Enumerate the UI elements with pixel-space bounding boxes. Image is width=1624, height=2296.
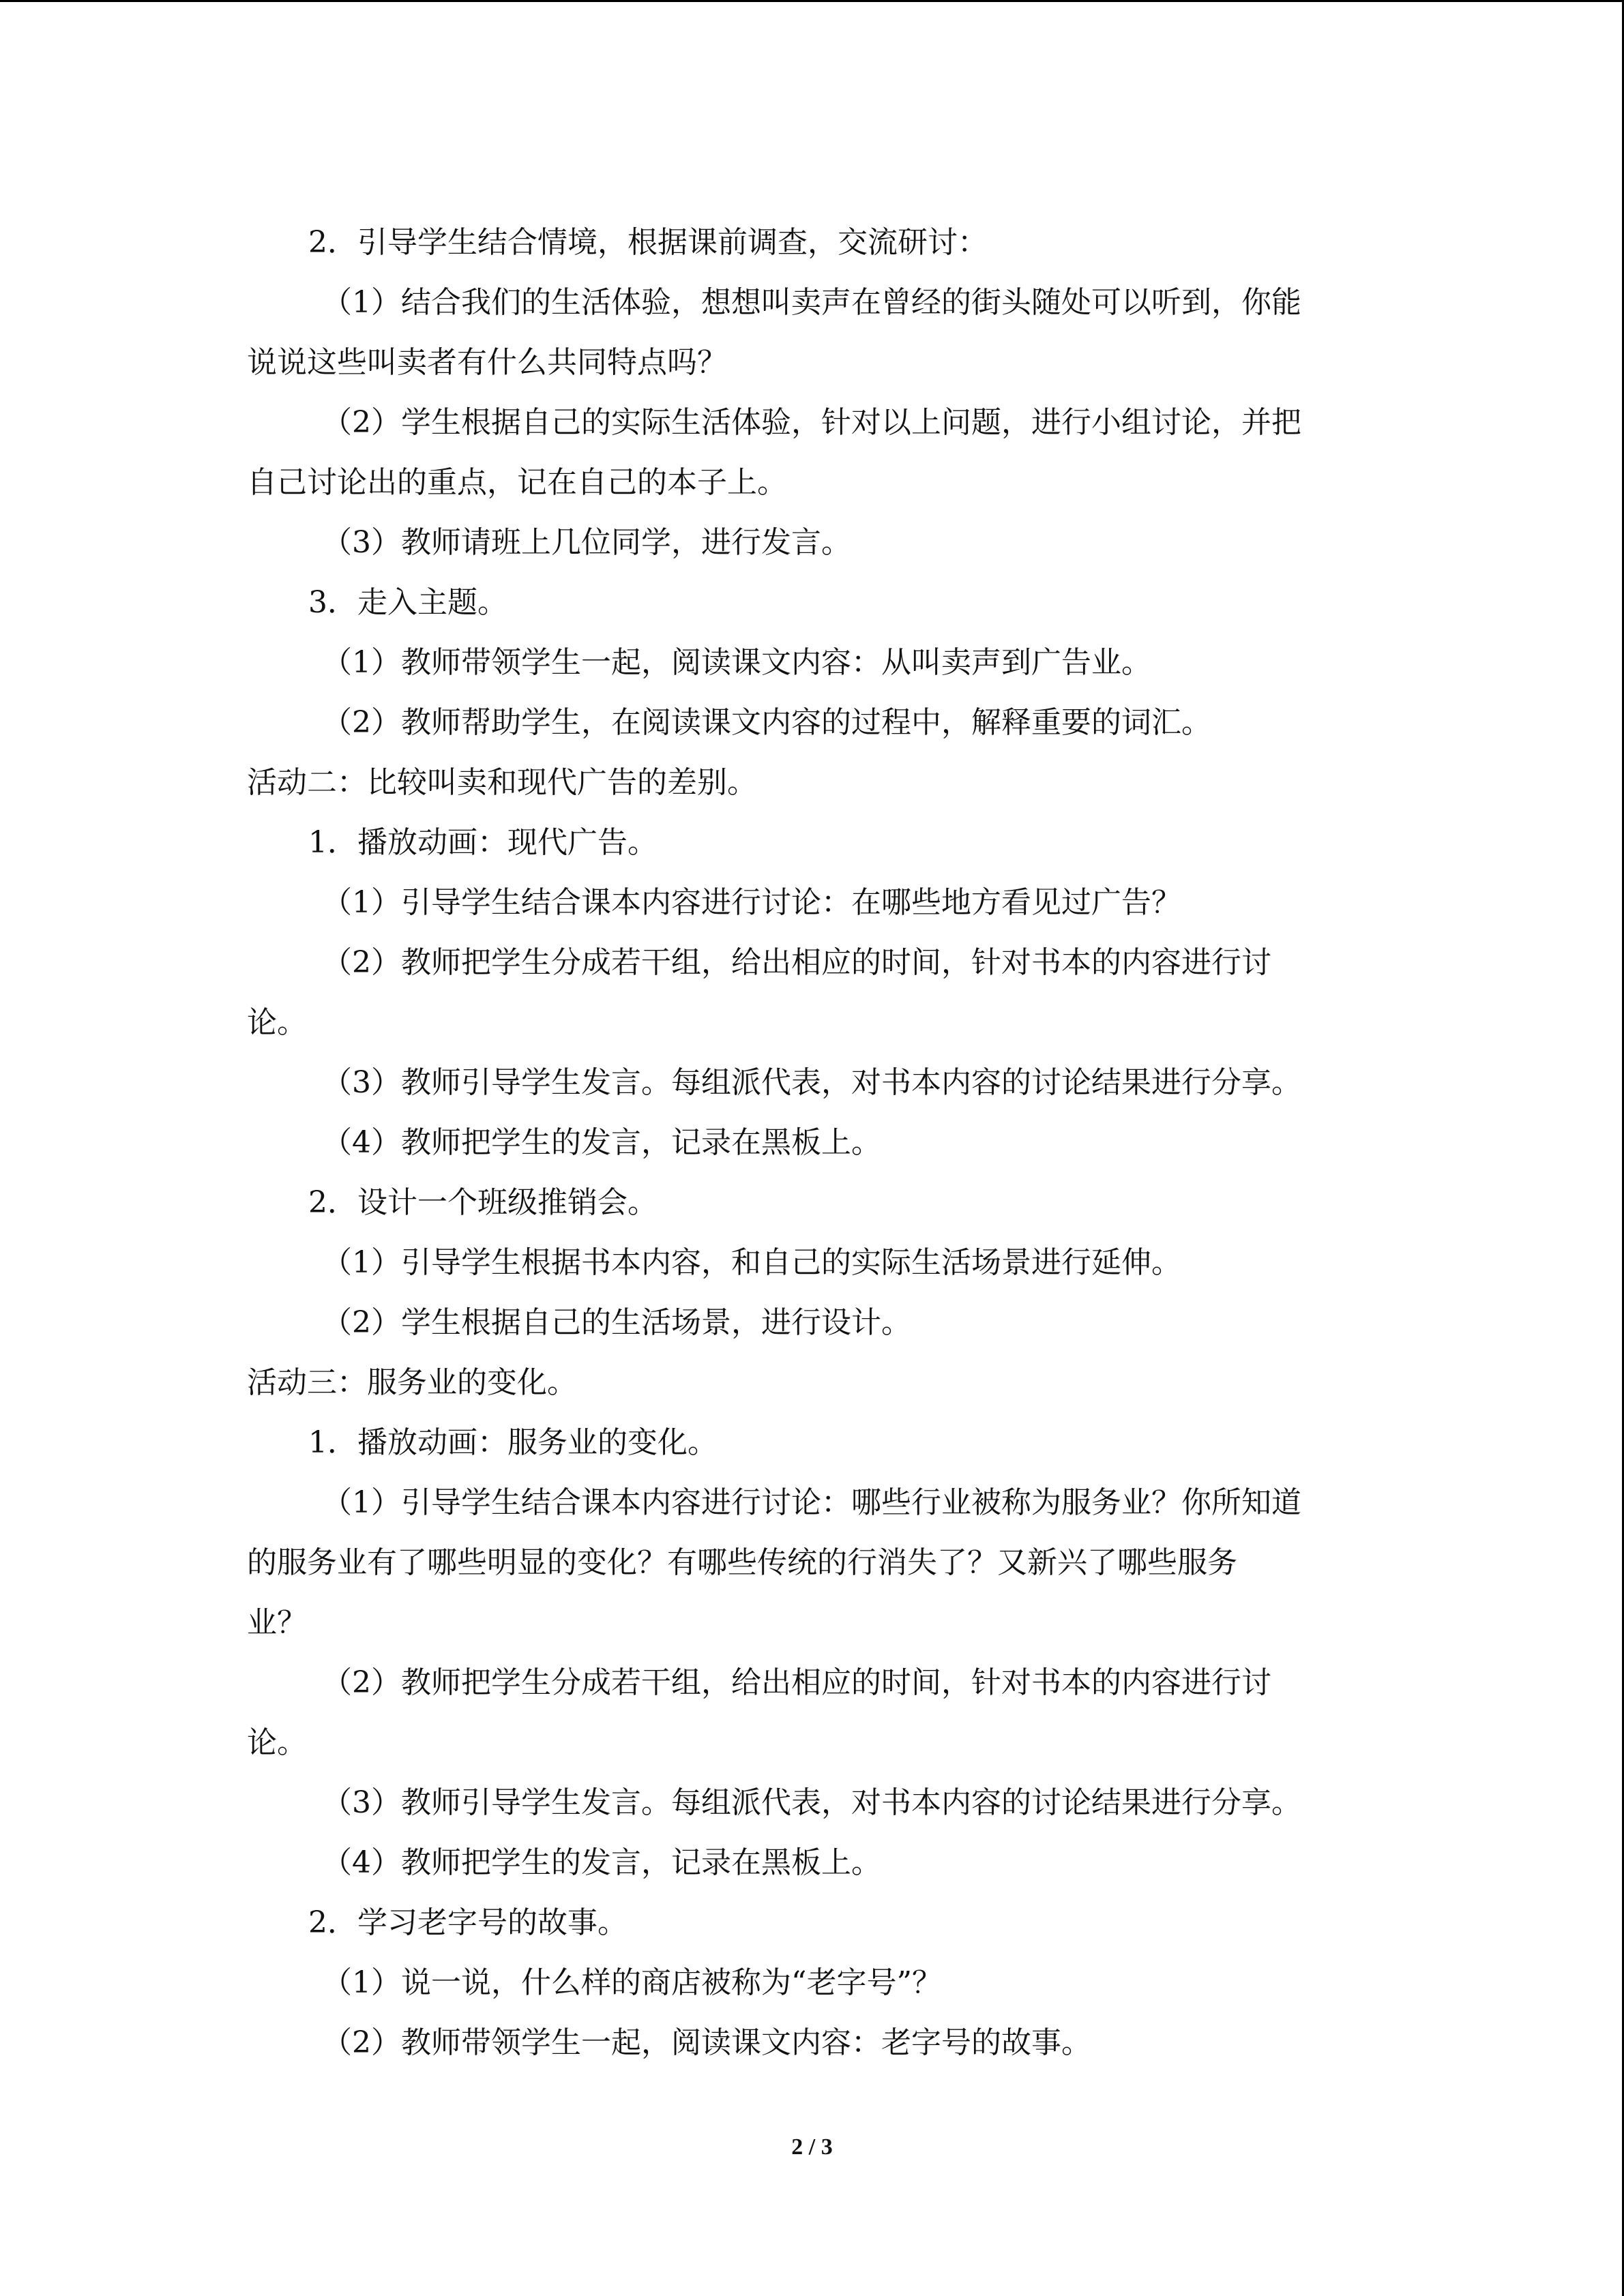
- text-line: 自己讨论出的重点，记在自己的本子上。: [247, 465, 787, 500]
- text-line: （3）教师请班上几位同学，进行发言。: [322, 525, 851, 560]
- text-line: 3．走入主题。: [308, 585, 507, 620]
- text-line: （2）教师帮助学生，在阅读课文内容的过程中，解释重要的词汇。: [322, 705, 1211, 740]
- text-line: （3）教师引导学生发言。每组派代表，对书本内容的讨论结果进行分享。: [322, 1065, 1301, 1100]
- text-line: （1）结合我们的生活体验，想想叫卖声在曾经的街头随处可以听到，你能: [322, 285, 1301, 320]
- text-line: （1）教师带领学生一起，阅读课文内容：从叫卖声到广告业。: [322, 645, 1151, 680]
- text-line: （4）教师把学生的发言，记录在黑板上。: [322, 1845, 881, 1880]
- text-line: （1）说一说，什么样的商店被称为“老字号”？: [322, 1965, 942, 2000]
- text-line: （2）学生根据自己的生活场景，进行设计。: [322, 1305, 911, 1340]
- text-line: 论。: [247, 1725, 307, 1760]
- text-line: （2）教师把学生分成若干组，给出相应的时间，针对书本的内容进行讨: [322, 945, 1271, 980]
- text-line: （1）引导学生根据书本内容，和自己的实际生活场景进行延伸。: [322, 1245, 1181, 1280]
- text-line: （2）教师把学生分成若干组，给出相应的时间，针对书本的内容进行讨: [322, 1665, 1271, 1700]
- text-line: 2．设计一个班级推销会。: [308, 1185, 658, 1220]
- text-line: 论。: [247, 1005, 307, 1040]
- text-line: 活动三：服务业的变化。: [247, 1365, 577, 1400]
- text-line: （3）教师引导学生发言。每组派代表，对书本内容的讨论结果进行分享。: [322, 1785, 1301, 1820]
- page-number: 2 / 3: [791, 2134, 833, 2160]
- text-line: 2．学习老字号的故事。: [308, 1905, 628, 1940]
- text-line: （2）学生根据自己的实际生活体验，针对以上问题，进行小组讨论，并把: [322, 405, 1301, 440]
- text-line: 业？: [247, 1605, 307, 1640]
- text-line: 1．播放动画：服务业的变化。: [308, 1425, 718, 1460]
- text-line: （1）引导学生结合课本内容进行讨论：哪些行业被称为服务业？你所知道: [322, 1485, 1301, 1520]
- document-body: [247, 213, 1379, 2073]
- text-line: 2．引导学生结合情境，根据课前调查，交流研讨：: [308, 225, 988, 260]
- text-line: （1）引导学生结合课本内容进行讨论：在哪些地方看见过广告？: [322, 885, 1181, 920]
- text-line: 1．播放动画：现代广告。: [308, 825, 658, 860]
- text-line: 活动二：比较叫卖和现代广告的差别。: [247, 765, 757, 800]
- text-line: （4）教师把学生的发言，记录在黑板上。: [322, 1125, 881, 1160]
- text-line: 说说这些叫卖者有什么共同特点吗？: [247, 345, 727, 380]
- text-line: （2）教师带领学生一起，阅读课文内容：老字号的故事。: [322, 2025, 1091, 2060]
- text-line: 的服务业有了哪些明显的变化？有哪些传统的行消失了？又新兴了哪些服务: [247, 1545, 1237, 1580]
